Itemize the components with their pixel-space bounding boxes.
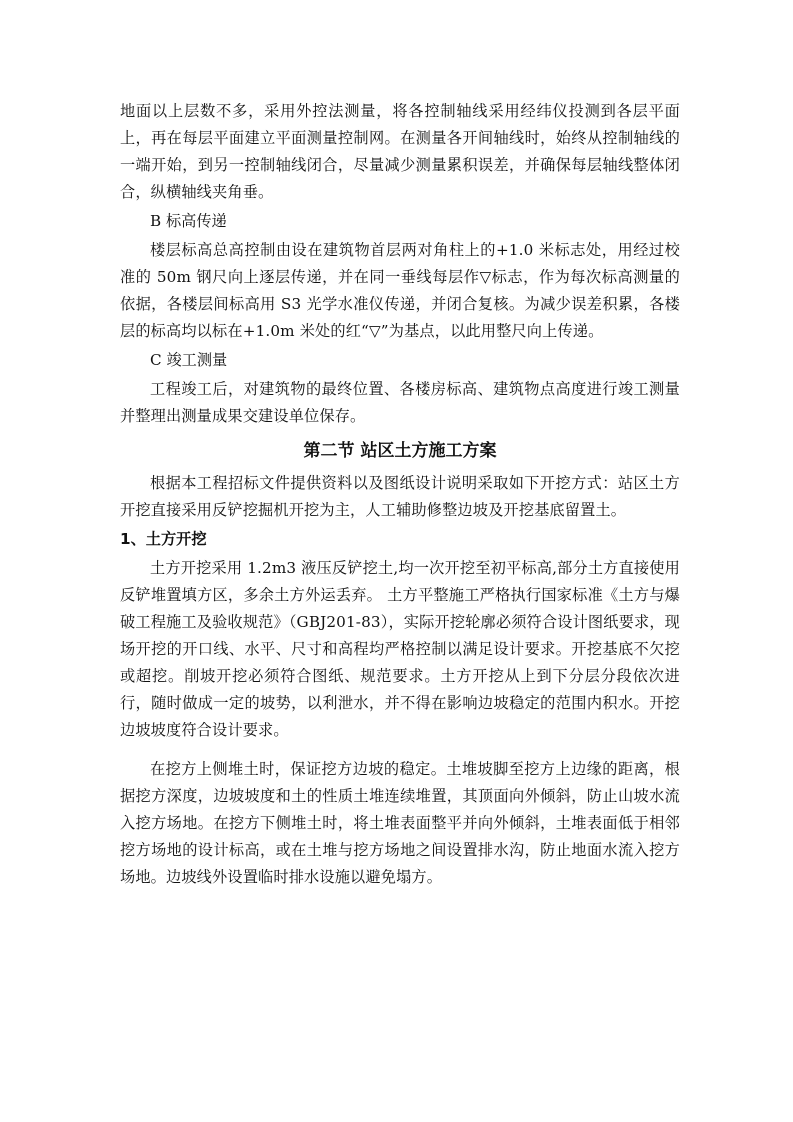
subheading-elevation-transfer: B 标高传递 xyxy=(150,212,227,230)
subheading-completion-survey: C 竣工测量 xyxy=(150,351,228,369)
paragraph-axis-control: 地面以上层数不多，采用外控法测量，将各控制轴线采用经纬仪投测到各层平面上，再在每层平面建立平面测量控制网。在测量各开间轴线时，始终从控制轴线的一端开始，到另一控制轴线闭合，尽量减少测量累积误差，并确保每层轴线整体闭合，纵横轴线夹角垂。 xyxy=(120,102,680,201)
paragraph-soil-stacking: 在挖方上侧堆土时，保证挖方边坡的稳定。土堆坡脚至挖方上边缘的距离，根据挖方深度，边坡坡度和土的性质土堆连续堆置，其顶面向外倾斜，防止山坡水流入挖方场地。在挖方下侧堆土时，将土堆表面整平并向外倾斜，土堆表面低于相邻挖方场地的设计标高，或在土堆与挖方场地之间设置排水沟，防止地面水流入挖方场地。边坡线外设置临时排水设施以避免塌方。 xyxy=(120,760,680,886)
paragraph-excavation-details: 土方开挖采用 1.2m3 液压反铲挖土,均一次开挖至初平标高,部分土方直接使用反铲堆置填方区，多余土方外运丢弃。 土方平整施工严格执行国家标准《土方与爆破工程施工及验收规范》（GBJ201-83），实际开挖轮廓必须符合设计图纸要求，现场开挖的开口线、水平、尺寸和高程均严格控制以满足设计要求。开挖基底不欠挖或超挖。削坡开挖必须符合图纸、规范要求。土方开挖从上到下分层分段依次进行，随时做成一定的坡势，以利泄水，并不得在影响边坡稳定的范围内积水。开挖边坡坡度符合设计要求。 xyxy=(120,559,680,739)
paragraph-excavation-method: 根据本工程招标文件提供资料以及图纸设计说明采取如下开挖方式：站区土方开挖直接采用反铲挖掘机开挖为主，人工辅助修整边坡及开挖基底留置土。 xyxy=(120,474,680,519)
heading-earth-excavation: 1、土方开挖 xyxy=(120,530,207,548)
paragraph-completion-survey: 工程竣工后，对建筑物的最终位置、各楼房标高、建筑物点高度进行竣工测量并整理出测量成果交建设单位保存。 xyxy=(120,380,680,425)
paragraph-elevation-transfer: 楼层标高总高控制由设在建筑物首层两对角柱上的+1.0 米标志处，用经过校准的 50m 钢尺向上逐层传递，并在同一垂线每层作▽标志，作为每次标高测量的依据，各楼层间标高用 S3 光学水准仪传递，并闭合复核。为减少误差积累，各楼层的标高均以标在+1.0m 米处的红“▽”为基点，以此用整尺向上传递。 xyxy=(120,241,680,340)
section-title: 第二节 站区土方施工方案 xyxy=(303,441,497,461)
document-body xyxy=(120,98,680,893)
paragraph-gap xyxy=(120,746,680,756)
